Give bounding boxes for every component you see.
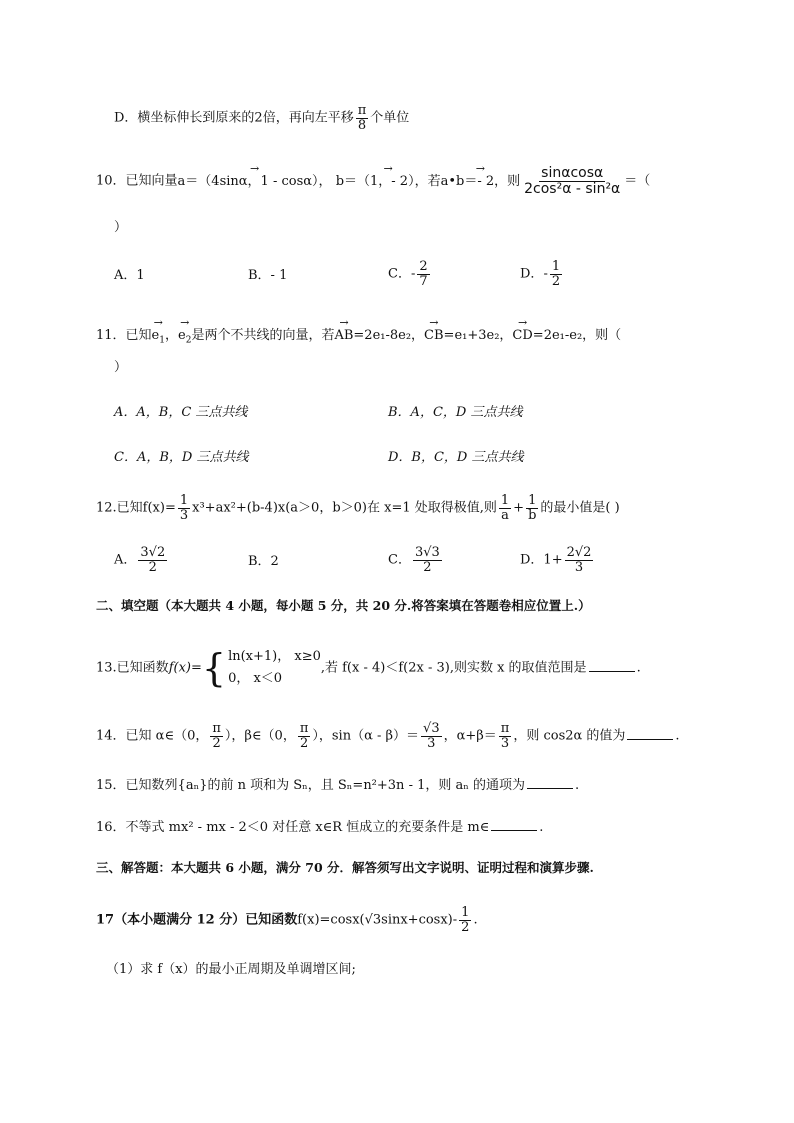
q10-lead: 10．已知向量 bbox=[96, 173, 178, 189]
q9-pi-over-8: $\frac{\pi}{8}$ bbox=[357, 103, 367, 133]
section-2-heading: 二、填空题（本大题共 4 小题，每小题 5 分，共 20 分.将答案填在答题卷相应位置上.） bbox=[96, 598, 591, 613]
q12-option-d: D．1+ $\frac{2√2}{3}$ bbox=[520, 545, 592, 575]
q12-option-c: C． $\frac{3√3}{2}$ bbox=[388, 545, 440, 575]
q16-answer-blank[interactable] bbox=[491, 818, 537, 831]
q12-option-b: B．2 bbox=[248, 554, 279, 569]
q12-optd-frac: $\frac{2√2}{3}$ bbox=[566, 545, 592, 575]
q14-sqrt3-over-3: $\frac{√3}{3}$ bbox=[423, 721, 440, 751]
q14-pi-over-3: $\frac{\pi}{3}$ bbox=[500, 721, 510, 751]
q13-tail: ,若 f(x - 4)＜f(2x - 3),则实数 x 的取值范围是 bbox=[320, 660, 587, 676]
q14-stem: 14．已知 α∈（0， $\frac{\pi}{2}$ ），β∈（0， $\frac{\pi}{2}$ ），sin（α - β）＝ $\frac{√3}{3}$ ，α+β＝ $\frac{\pi}{3}$ ，则 cos2α 的值为 . bbox=[96, 721, 680, 751]
q10-vector-b: → b＝（1，- 2），若 bbox=[336, 172, 441, 192]
q10-option-a: A．1 bbox=[114, 268, 145, 283]
q12-lead: 12.已知f(x)= bbox=[96, 500, 176, 516]
q14-lead: 14．已知 α∈（0， bbox=[96, 728, 209, 744]
q13-answer-blank[interactable] bbox=[589, 659, 635, 672]
q11-cd: → CD bbox=[512, 326, 532, 346]
q13-lead: 13.已知函数 bbox=[96, 660, 169, 676]
q14-pi-over-2-b: $\frac{\pi}{2}$ bbox=[299, 721, 309, 751]
q10-close: ） bbox=[114, 220, 128, 235]
q11-option-d: D．B，C，D 三点共线 bbox=[388, 450, 524, 465]
q13-fx: f(x)= bbox=[168, 660, 202, 676]
q14-answer-blank[interactable] bbox=[627, 727, 673, 740]
q10-condition: → a•b＝- 2，则 bbox=[441, 172, 521, 192]
q12-one-over-b: $\frac{1}{b}$ bbox=[528, 493, 537, 523]
q11-cd-eq: =2e₁-e₂，则（ bbox=[532, 328, 622, 343]
q11-e2: → $e_2$ bbox=[178, 326, 191, 351]
q16-text: 16．不等式 mx² - mx - 2＜0 对任意 x∈R 恒成立的充要条件是 m∈ bbox=[96, 820, 490, 835]
q17-stem: 17（本小题满分 12 分）已知函数f(x)=cosx(√3sinx+cosx)- $\frac{1}{2}$ . bbox=[96, 905, 478, 935]
q12-stem: 12.已知f(x)= $\frac{1}{3}$ x³+ax²+(b-4)x(a＞0，b＞0)在 x=1 处取得极值,则 $\frac{1}{a}$ + $\frac{1}{b}$ 的最小值是( ) bbox=[96, 493, 620, 523]
q9-unit: 个单位 bbox=[370, 110, 410, 126]
q11-option-c: C．A，B，D 三点共线 bbox=[114, 450, 249, 465]
q10-stem bbox=[96, 166, 650, 196]
q11-cb: → CB bbox=[424, 326, 444, 346]
q12-one-over-a: $\frac{1}{a}$ bbox=[500, 493, 510, 523]
q12-one-third: $\frac{1}{3}$ bbox=[179, 493, 189, 523]
q11-close: ） bbox=[114, 360, 128, 375]
q17-fx: f(x)=cosx(√3sinx+cosx)- bbox=[297, 912, 458, 928]
q11-lead: 11．已知 bbox=[96, 328, 152, 343]
q13-case1: ln(x+1)， x≥0 bbox=[228, 649, 321, 664]
q15-stem: 15．已知数列{aₙ}的前 n 项和为 Sₙ，且 Sₙ=n²+3n - 1，则 aₙ 的通项为 . bbox=[96, 778, 580, 793]
q10-optc-frac: $\frac{2}{7}$ bbox=[419, 259, 428, 289]
q12-optc-frac: $\frac{3√3}{2}$ bbox=[414, 545, 440, 575]
q17-lead: 17（本小题满分 12 分）已知函数 bbox=[96, 912, 298, 928]
q13-case2: 0， x＜0 bbox=[228, 671, 283, 686]
q11-option-b: B．A，C，D 三点共线 bbox=[388, 405, 523, 420]
q14-pi-over-2-a: $\frac{\pi}{2}$ bbox=[212, 721, 221, 751]
q9-option-d bbox=[114, 104, 409, 132]
q12-option-a: A． $\frac{3√2}{2}$ bbox=[114, 545, 166, 575]
q12-tail: 的最小值是( ) bbox=[540, 500, 620, 516]
q17-one-half: $\frac{1}{2}$ bbox=[461, 905, 470, 935]
q12-fx-rest: x³+ax²+(b-4)x(a＞0，b＞0)在 x=1 处取得极值,则 bbox=[192, 500, 497, 516]
q16-stem: 16．不等式 mx² - mx - 2＜0 对任意 x∈R 恒成立的充要条件是 m∈ . bbox=[96, 820, 544, 835]
q15-answer-blank[interactable] bbox=[527, 776, 573, 789]
q11-ab-eq: =2e₁-8e₂， bbox=[353, 328, 425, 343]
q11-stem: 11．已知→ $e_1$，→ $e_2$是两个不共线的向量，若→ AB=2e₁-8e₂，→ CB=e₁+3e₂，→ CD=2e₁-e₂，则（ bbox=[96, 326, 621, 351]
q13-piecewise: { ln(x+1)， x≥0 0， x＜0 bbox=[201, 646, 321, 690]
q9-optd-text: D．横坐标伸长到原来的2倍，再向左平移 bbox=[114, 110, 354, 126]
q10-fraction: $\frac{\sin\alpha\cos\alpha}{\text{2cos²α - sin²α}}$ bbox=[524, 165, 621, 197]
q11-ab: → AB bbox=[334, 326, 353, 346]
q11-e1: → $e_1$ bbox=[152, 326, 165, 351]
q10-tail: ＝（ bbox=[624, 173, 651, 189]
q10-vector-a: → a＝（4sinα，1 - cosα）， bbox=[178, 172, 332, 192]
q10-option-d: D．- $\frac{1}{2}$ bbox=[520, 259, 561, 289]
q13-stem: 13.已知函数f(x)= { ln(x+1)， x≥0 0， x＜0 ,若 f(x - 4)＜f(2x - 3),则实数 x 的取值范围是 . bbox=[96, 646, 641, 690]
q10-optd-frac: $\frac{1}{2}$ bbox=[551, 259, 561, 289]
q17-part1: （1）求 f（x）的最小正周期及单调增区间; bbox=[106, 962, 356, 977]
q10-option-c: C．- $\frac{2}{7}$ bbox=[388, 259, 428, 289]
section-3-heading: 三、解答题：本大题共 6 小题，满分 70 分．解答须写出文字说明、证明过程和演算步骤. bbox=[96, 860, 594, 875]
q12-opta-frac: $\frac{3√2}{2}$ bbox=[140, 545, 166, 575]
q11-mid: 是两个不共线的向量，若 bbox=[191, 328, 335, 343]
q15-text: 15．已知数列{aₙ}的前 n 项和为 Sₙ，且 Sₙ=n²+3n - 1，则 aₙ 的通项为 bbox=[96, 778, 526, 793]
q10-option-b: B．- 1 bbox=[248, 268, 288, 283]
q11-option-a: A．A，B，C 三点共线 bbox=[114, 405, 248, 420]
q11-cb-eq: =e₁+3e₂， bbox=[443, 328, 513, 343]
